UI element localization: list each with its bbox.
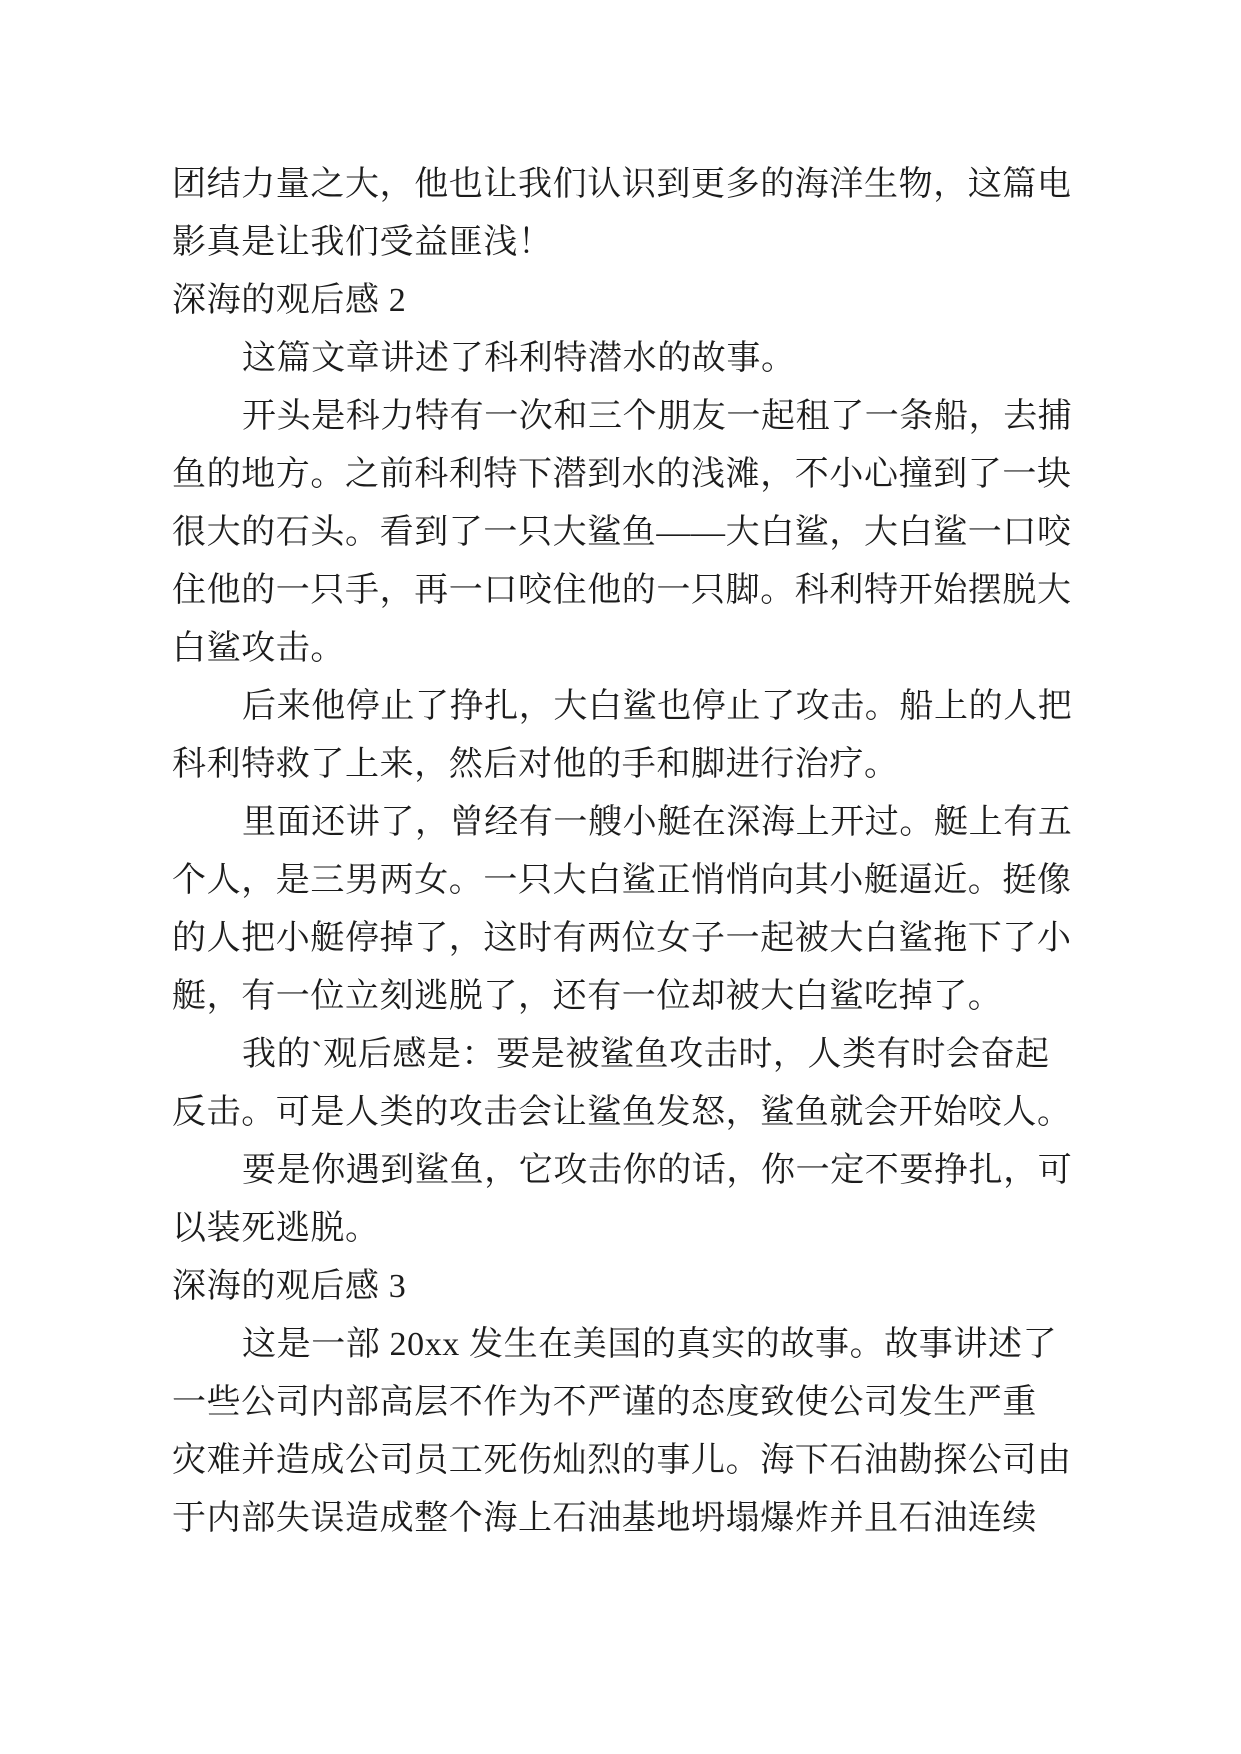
text-line: 一些公司内部高层不作为不严谨的态度致使公司发生严重: [172, 1384, 1037, 1421]
text-line: 于内部失误造成整个海上石油基地坍塌爆炸并且石油连续: [172, 1500, 1037, 1537]
text-line: 这是一部 20xx 发生在美国的真实的故事。故事讲述了: [242, 1326, 1058, 1363]
text-line: 影真是让我们受益匪浅！: [172, 224, 553, 261]
text-line: 反击。可是人类的攻击会让鲨鱼发怒，鲨鱼就会开始咬人。: [172, 1094, 1072, 1131]
text-line: 以装死逃脱。: [172, 1210, 380, 1247]
section-heading-3: 深海的观后感 3: [172, 1268, 407, 1305]
text-line: 开头是科力特有一次和三个朋友一起租了一条船，去捕: [242, 398, 1073, 435]
text-line: 里面还讲了，曾经有一艘小艇在深海上开过。艇上有五: [242, 804, 1073, 841]
text-line: 艇，有一位立刻逃脱了，还有一位却被大白鲨吃掉了。: [172, 978, 1003, 1015]
text-line: 很大的石头。看到了一只大鲨鱼——大白鲨，大白鲨一口咬: [172, 514, 1072, 551]
text-line: 这篇文章讲述了科利特潜水的故事。: [242, 340, 796, 377]
text-line: 科利特救了上来，然后对他的手和脚进行治疗。: [172, 746, 899, 783]
text-line: 后来他停止了挣扎，大白鲨也停止了攻击。船上的人把: [242, 688, 1073, 725]
text-line: 要是你遇到鲨鱼，它攻击你的话，你一定不要挣扎，可: [242, 1152, 1073, 1189]
text-line: 个人，是三男两女。一只大白鲨正悄悄向其小艇逼近。挺像: [172, 862, 1072, 899]
text-line: 鱼的地方。之前科利特下潜到水的浅滩，不小心撞到了一块: [172, 456, 1072, 493]
text-line: 的人把小艇停掉了，这时有两位女子一起被大白鲨拖下了小: [172, 920, 1072, 957]
text-line: 我的`观后感是：要是被鲨鱼攻击时，人类有时会奋起: [242, 1036, 1050, 1073]
text-line: 白鲨攻击。: [172, 630, 345, 667]
section-heading-2: 深海的观后感 2: [172, 282, 407, 319]
text-line: 灾难并造成公司员工死伤灿烈的事儿。海下石油勘探公司由: [172, 1442, 1072, 1479]
text-line: 住他的一只手，再一口咬住他的一只脚。科利特开始摆脱大: [172, 572, 1072, 609]
text-line: 团结力量之大，他也让我们认识到更多的海洋生物，这篇电: [172, 166, 1072, 203]
document-text-block: [172, 156, 1072, 1548]
